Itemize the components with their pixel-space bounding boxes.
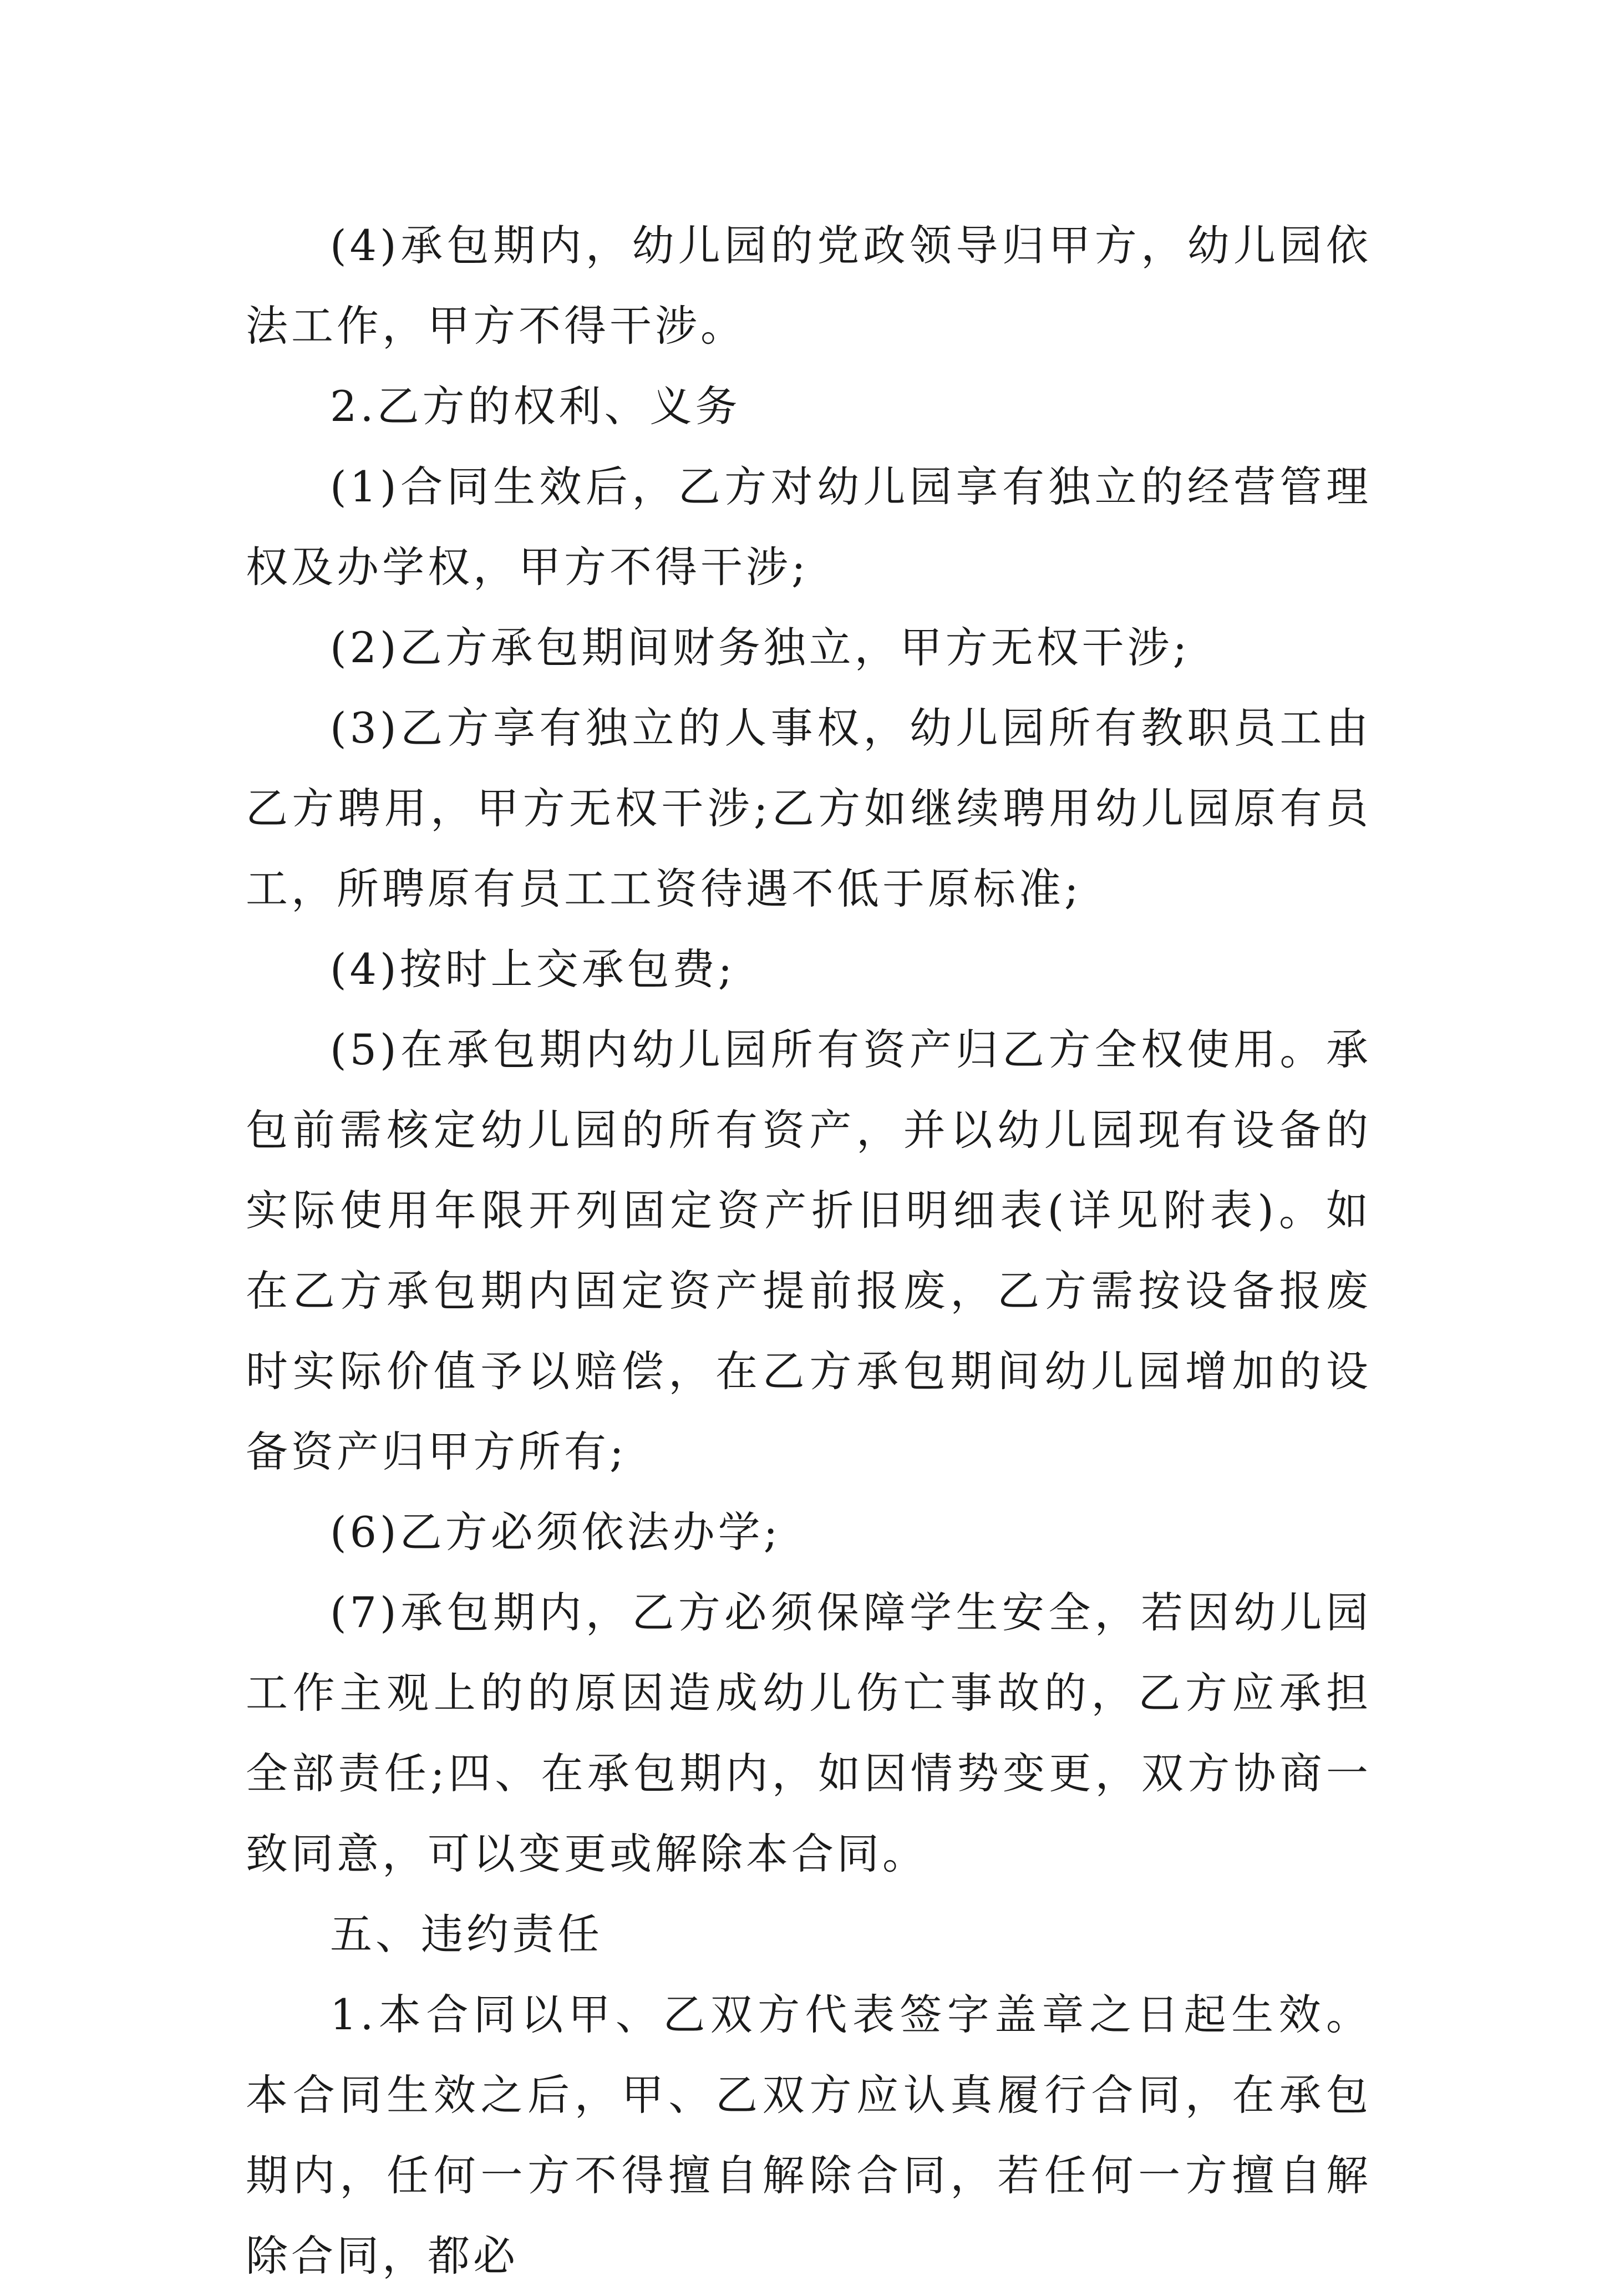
paragraph-b-clause-3: (3)乙方享有独立的人事权，幼儿园所有教职员工由乙方聘用，甲方无权干涉;乙方如继续聘用幼儿园原有员工，所聘原有员工工资待遇不低于原标准; bbox=[246, 703, 1372, 913]
paragraph-b-clause-5: (5)在承包期内幼儿园所有资产归乙方全权使用。承包前需核定幼儿园的所有资产，并以幼儿园现有设备的实际使用年限开列固定资产折旧明细表(详见附表)。如在乙方承包期内固定资产提前报废，乙方需按设备报废时实际价值予以赔偿，在乙方承包期间幼儿园增加的设备资产归甲方所有; bbox=[246, 1025, 1372, 1476]
paragraph-clause-4: (4)承包期内，幼儿园的党政领导归甲方，幼儿园依法工作，甲方不得干涉。 bbox=[246, 221, 1372, 351]
section-heading-party-b-rights: 2.乙方的权利、义务 bbox=[330, 382, 741, 431]
paragraph-b-clause-2: (2)乙方承包期间财务独立，甲方无权干涉; bbox=[330, 623, 1191, 672]
section-heading-breach-liability: 五、违约责任 bbox=[330, 1909, 603, 1959]
paragraph-breach-clause-1: 1.本合同以甲、乙双方代表签字盖章之日起生效。本合同生效之后，甲、乙双方应认真履行合同，在承包期内，任何一方不得擅自解除合同，若任何一方擅自解除合同，都必 bbox=[246, 1990, 1372, 2280]
paragraph-b-clause-4: (4)按时上交承包费; bbox=[330, 944, 736, 994]
document-body bbox=[246, 205, 1372, 2296]
paragraph-b-clause-6: (6)乙方必须依法办学; bbox=[330, 1507, 781, 1557]
paragraph-b-clause-1: (1)合同生效后，乙方对幼儿园享有独立的经营管理权及办学权，甲方不得干涉; bbox=[246, 462, 1372, 592]
paragraph-b-clause-7: (7)承包期内，乙方必须保障学生安全，若因幼儿园工作主观上的的原因造成幼儿伤亡事故的，乙方应承担全部责任;四、在承包期内，如因情势变更，双方协商一致同意，可以变更或解除本合同。 bbox=[246, 1588, 1372, 1878]
